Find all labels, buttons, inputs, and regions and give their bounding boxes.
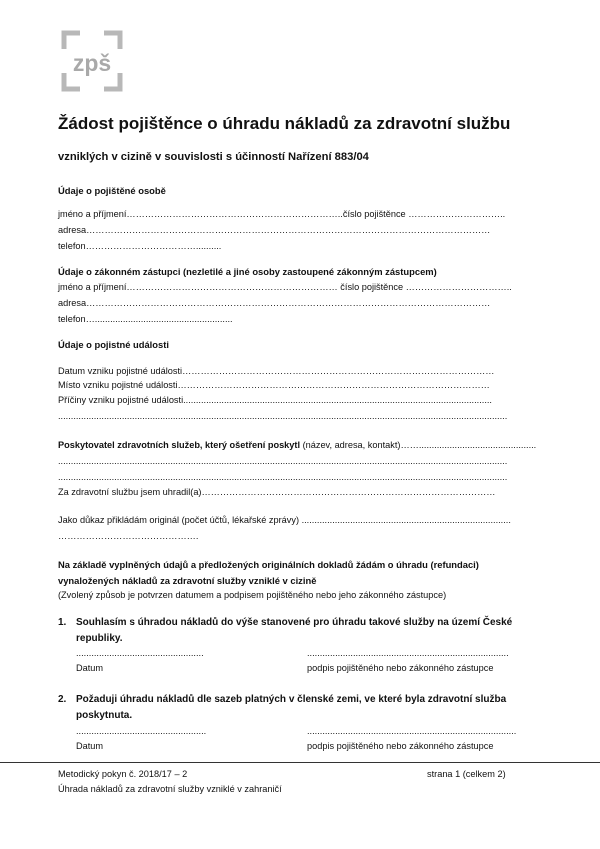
option-2-signature-label: podpis pojištěného nebo zákonného zástupce: [307, 741, 494, 751]
option-2-number: 2.: [58, 694, 67, 705]
request-line-2: vynaložených nákladů za zdravotní služby vzniklé v cizině: [58, 575, 317, 586]
logo-frame-icon: [60, 29, 124, 93]
representative-heading: Údaje o zákonném zástupci (nezletilé a jiné osoby zastoupené zákonným zástupcem): [58, 266, 437, 277]
option-2-date-line[interactable]: ...................................................: [76, 726, 207, 736]
option-1-signature-label: podpis pojištěného nebo zákonného zástupce: [307, 663, 494, 673]
request-line-1: Na základě vyplněných údajů a předložených originálních dokladů žádám o úhradu (refundaci): [58, 559, 479, 570]
logo: [60, 29, 124, 93]
provider-field-1[interactable]: ................................................................................................................................................................................: [58, 456, 508, 466]
footer-document-title: Úhrada nákladů za zdravotní služby vzniklé v zahraničí: [58, 784, 282, 794]
option-1-date-line[interactable]: ..................................................: [76, 648, 204, 658]
representative-address-field[interactable]: adresa……………………………………………………………………………………………………………………: [58, 298, 491, 308]
provider-heading-suffix: (název, adresa, kontakt)……..............................................: [300, 440, 537, 450]
event-date-field[interactable]: Datum vzniku pojistné události…………………………………………………………………………………………: [58, 366, 495, 376]
event-cause-field[interactable]: Příčiny vzniku pojistné události.........................................................................................................................: [58, 395, 492, 405]
representative-phone-field[interactable]: telefon…......................................................: [58, 314, 233, 324]
insured-heading: Údaje o pojištěné osobě: [58, 185, 166, 196]
amount-paid-field[interactable]: Za zdravotní službu jsem uhradil(a)……………………………………………………………………………………: [58, 487, 496, 497]
event-heading: Údaje o pojistné události: [58, 339, 169, 350]
provider-field-2[interactable]: ................................................................................................................................................................................: [58, 472, 508, 482]
option-1-text: Souhlasím s úhradou nákladů do výše stanovené pro úhradu takové služby na území České republiky.: [76, 617, 513, 644]
footer-method-reference: Metodický pokyn č. 2018/17 – 2: [58, 769, 188, 779]
insured-phone-field[interactable]: telefon………………………………..........: [58, 241, 222, 251]
option-2-text: Požaduji úhradu nákladů dle sazeb platných v členské zemi, ve které byla zdravotní služba poskytnuta.: [76, 694, 507, 721]
footer-divider: [0, 762, 600, 763]
insured-address-field[interactable]: adresa……………………………………………………………………………………………………………………: [58, 225, 491, 235]
proof-field-continued[interactable]: ……………………………………….: [58, 531, 199, 541]
proof-field[interactable]: Jako důkaz přikládám originál (počet účtů, lékařské zprávy) ..................................................................................: [58, 515, 511, 525]
option-1-date-label: Datum: [76, 663, 104, 673]
request-note: (Zvolený způsob je potvrzen datumem a podpisem pojištěného nebo jeho zákonného zástupce): [58, 590, 447, 600]
option-1-number: 1.: [58, 617, 67, 628]
option-1-signature-line[interactable]: ...............................................................................: [307, 648, 509, 658]
provider-row[interactable]: [58, 440, 536, 450]
logo-text: zpš: [72, 50, 112, 76]
event-cause-continued-field[interactable]: ................................................................................................................................................................................: [58, 411, 508, 421]
insured-name-number-field[interactable]: jméno a příjmení……………………………………………………………..číslo pojištěnce …………………………..: [58, 209, 506, 219]
event-place-field[interactable]: Místo vzniku pojistné události…………………………………………………………………………………………: [58, 380, 490, 390]
page-subtitle: vzniklých v cizině v souvislosti s účinností Nařízení 883/04: [58, 151, 369, 163]
option-2-signature-line[interactable]: ..................................................................................: [307, 726, 517, 736]
option-2-date-label: Datum: [76, 741, 104, 751]
provider-heading: Poskytovatel zdravotních služeb, který ošetření poskytl: [58, 440, 301, 450]
representative-name-number-field[interactable]: jméno a příjmení…………………………………………………………… číslo pojištěnce ……………………………..: [58, 282, 512, 292]
footer-page-number: strana 1 (celkem 2): [427, 769, 506, 779]
page-title: Žádost pojištěnce o úhradu nákladů za zdravotní službu: [58, 114, 511, 133]
